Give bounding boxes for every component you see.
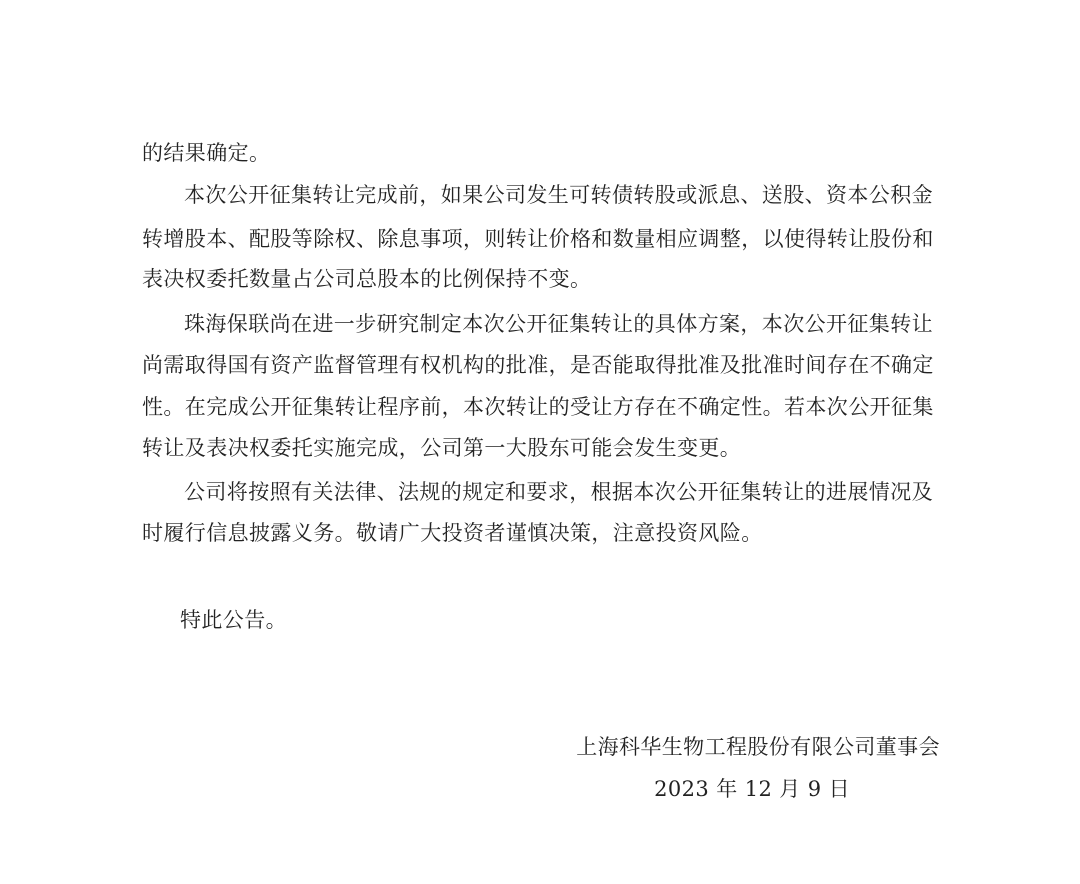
- paragraph-2-line-1: 珠海保联尚在进一步研究制定本次公开征集转让的具体方案，本次公开征集转让: [184, 312, 933, 336]
- paragraph-2-line-4: 转让及表决权委托实施完成，公司第一大股东可能会发生变更。: [142, 436, 742, 460]
- body-line-1: 的结果确定。: [142, 141, 271, 165]
- paragraph-2-line-3: 性。在完成公开征集转让程序前，本次转让的受让方存在不确定性。若本次公开征集: [142, 395, 934, 419]
- signature-date: 2023 年 12 月 9 日: [654, 777, 850, 801]
- paragraph-1-line-3: 表决权委托数量占公司总股本的比例保持不变。: [142, 267, 592, 291]
- paragraph-1-line-1: 本次公开征集转让完成前，如果公司发生可转债转股或派息、送股、资本公积金: [184, 183, 933, 207]
- signature-company: 上海科华生物工程股份有限公司董事会: [576, 735, 940, 759]
- paragraph-3-line-1: 公司将按照有关法律、法规的规定和要求，根据本次公开征集转让的进展情况及: [184, 480, 933, 504]
- closing-statement: 特此公告。: [180, 608, 287, 632]
- paragraph-3-line-2: 时履行信息披露义务。敬请广大投资者谨慎决策，注意投资风险。: [142, 521, 763, 545]
- paragraph-2-line-2: 尚需取得国有资产监督管理有权机构的批准，是否能取得批准及批准时间存在不确定: [142, 353, 934, 377]
- paragraph-1-line-2: 转增股本、配股等除权、除息事项，则转让价格和数量相应调整，以使得转让股份和: [142, 227, 934, 251]
